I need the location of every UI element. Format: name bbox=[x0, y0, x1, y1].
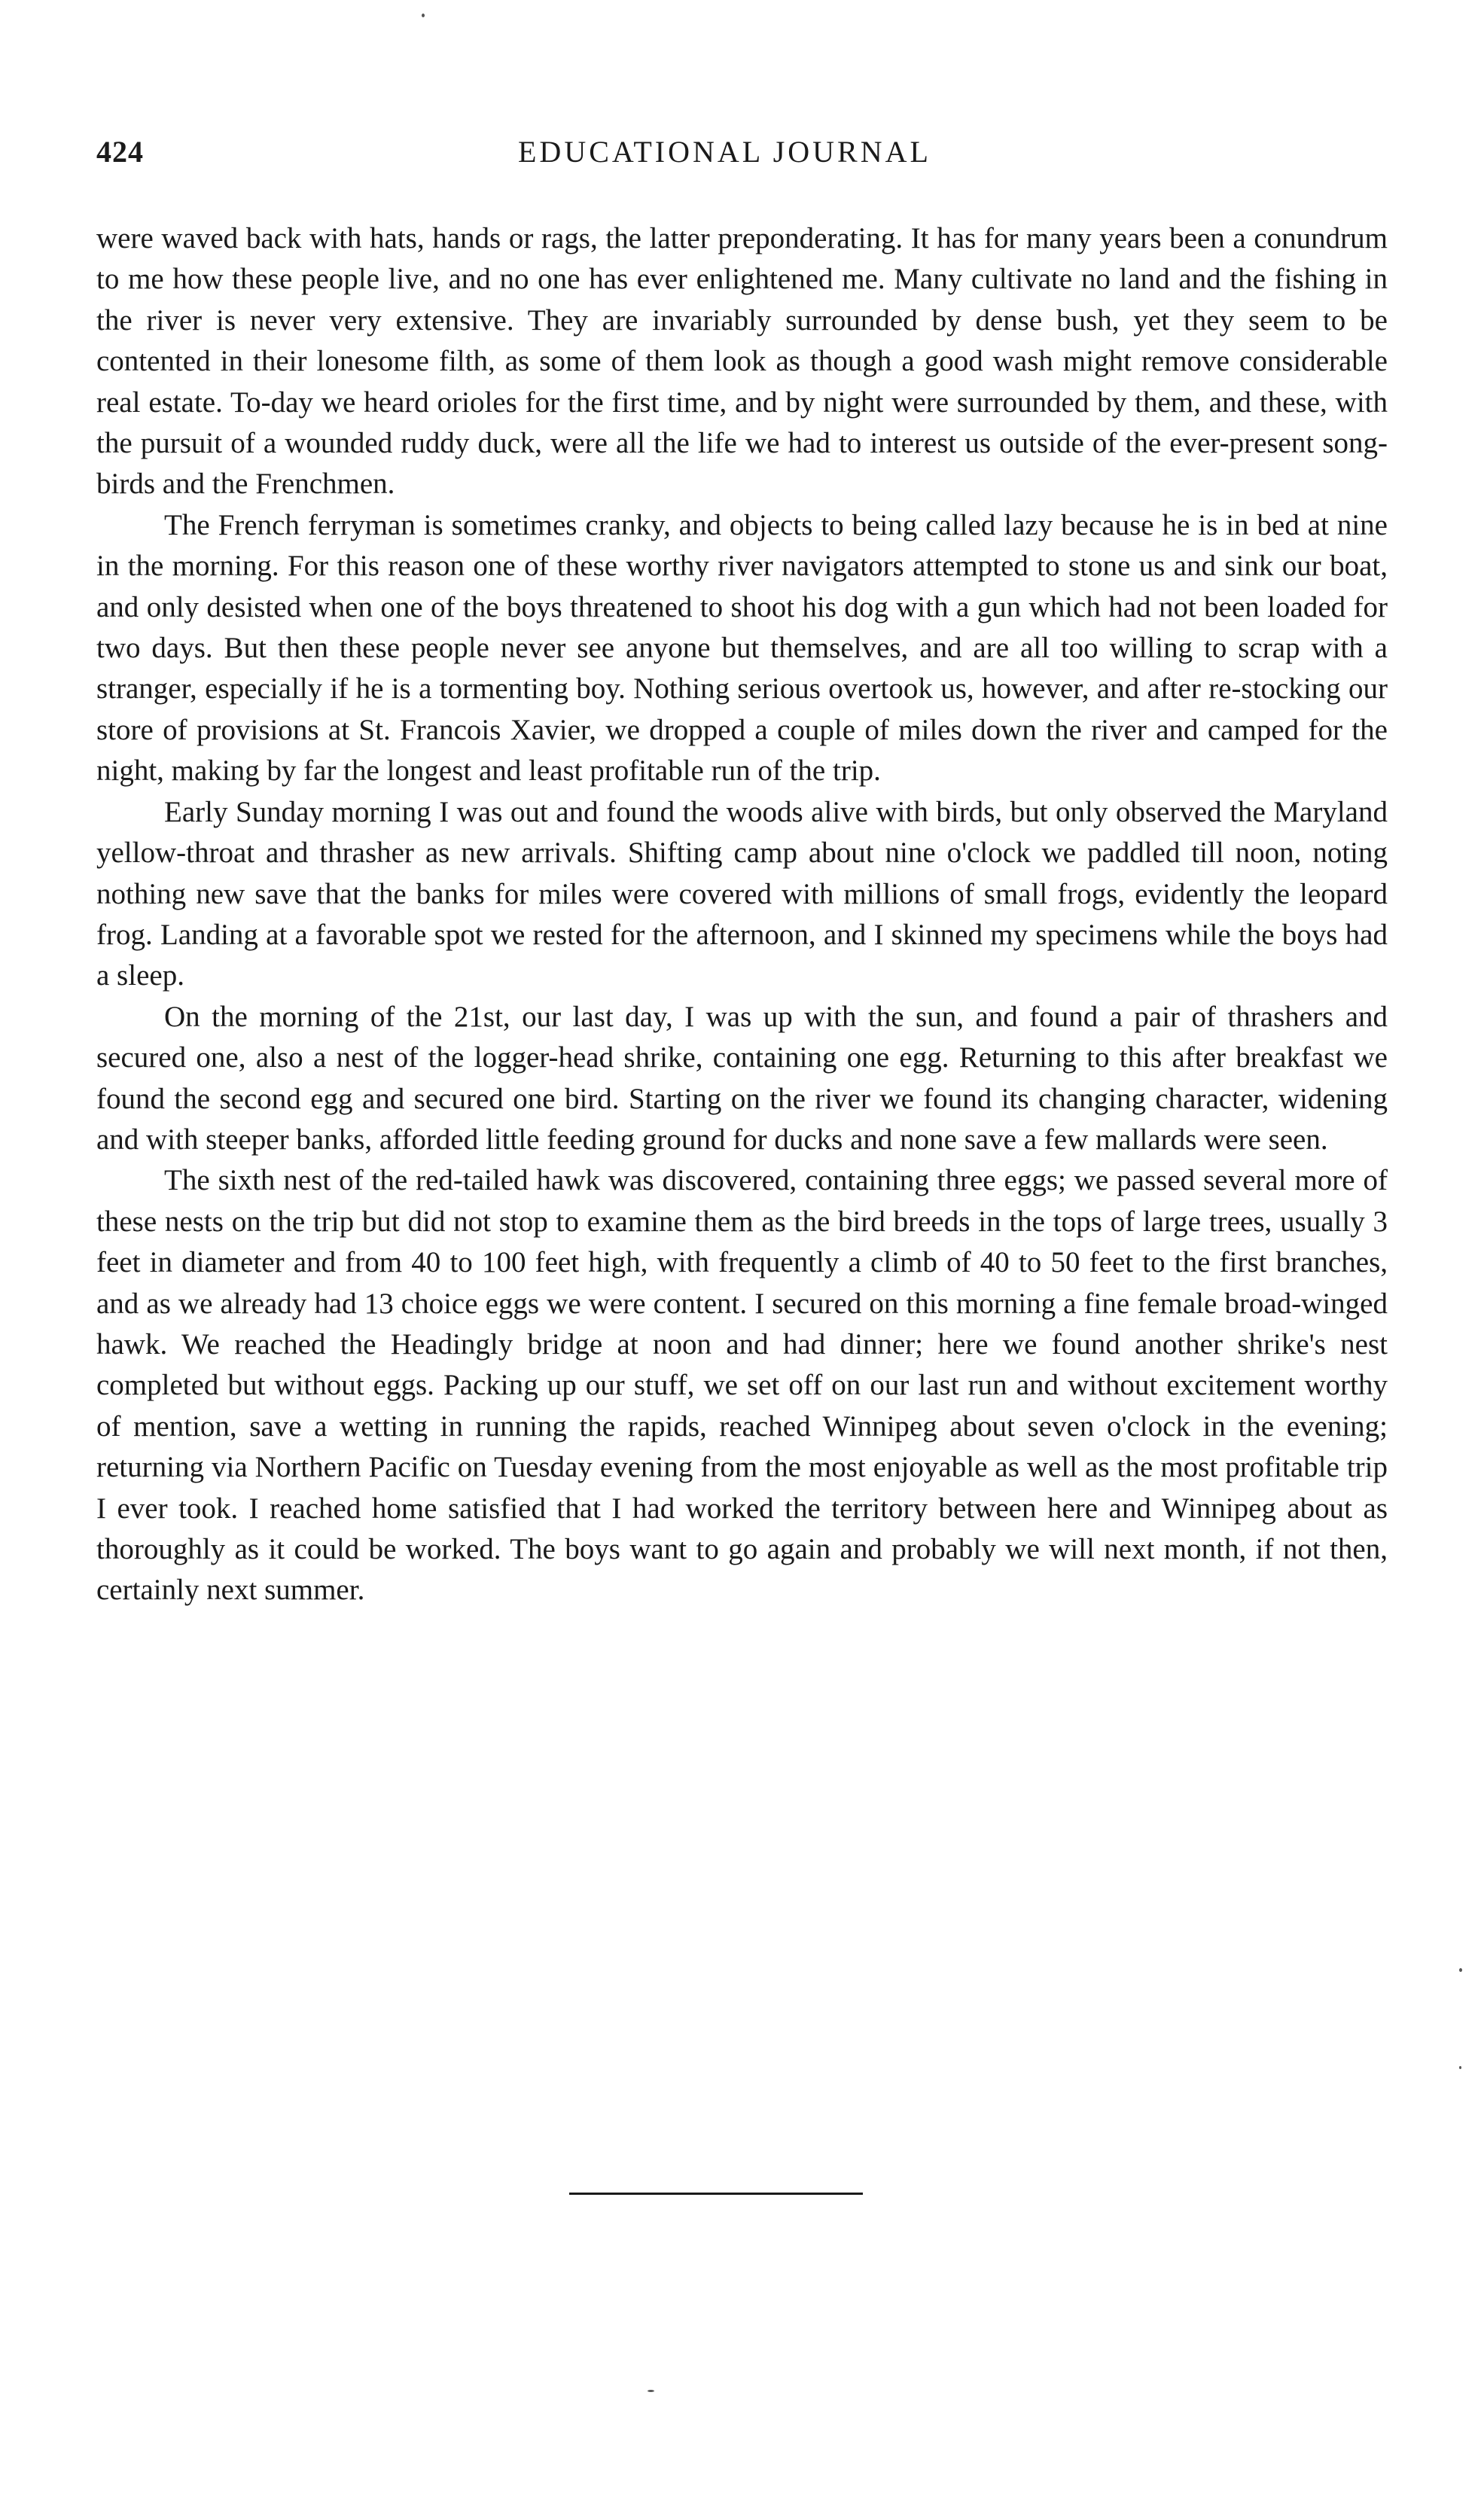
page-header bbox=[96, 134, 1388, 179]
paragraph: Early Sunday morning I was out and found the woods alive with birds, but only observed the Maryland yellow-throat and thrasher as new arrivals. Shifting camp about nine o'clock we paddled till noon, noting nothing new save that the banks for miles were covered with millions of small frogs, evidently the leopard frog. Landing at a favorable spot we rested for the afternoon, and I skinned my specimens while the boys had a sleep. bbox=[96, 795, 1388, 992]
print-speck bbox=[422, 14, 425, 17]
paragraph: were waved back with hats, hands or rags, the latter preponderating. It has for many years been a conundrum to me how these people live, and no one has ever enlightened me. Many cultivate no land and the fishing in the river is never very extensive. They are invariably surrounded by dense bush, yet they seem to be contented in their lonesome filth, as some of them look as though a good wash might remove considerable real estate. To-day we heard orioles for the first time, and by night were surrounded by them, and these, with the pursuit of a wounded ruddy duck, were all the life we had to interest us outside of the ever-present song-birds and the Frenchmen. bbox=[96, 222, 1388, 501]
paragraph: The sixth nest of the red-tailed hawk was discovered, containing three eggs; we passed several more of these nests on the trip but did not stop to examine them as the bird breeds in the tops of large trees, usually 3 feet in diameter and from 40 to 100 feet high, with frequently a climb of 40 to 50 feet to the first branches, and as we already had 13 choice eggs we were content. I secured on this morning a fine female broad-winged hawk. We reached the Headingly bridge at noon and had dinner; here we found another shrike's nest completed but without eggs. Packing up our stuff, we set off on our last run and without excitement worthy of mention, save a wetting in running the rapids, reached Winnipeg about seven o'clock in the evening; returning via Northern Pacific on Tuesday evening from the most enjoyable as well as the most profitable trip I ever took. I reached home satisfied that I had worked the territory between here and Winnipeg about as thoroughly as it could be worked. The boys want to go again and probably we will next month, if not then, certainly next summer. bbox=[96, 1164, 1388, 1607]
print-speck bbox=[1459, 1968, 1462, 1972]
page-number: 424 bbox=[96, 135, 144, 169]
print-speck bbox=[1459, 2066, 1461, 2069]
running-title: EDUCATIONAL JOURNAL bbox=[518, 135, 931, 169]
paragraph: On the morning of the 21st, our last day, I was up with the sun, and found a pair of thrashers and secured one, also a nest of the logger-head shrike, containing one egg. Returning to this after breakfast we found the second egg and secured one bird. Starting on the river we found its changing character, widening and with steeper banks, afforded little feeding ground for ducks and none save a few mallards were seen. bbox=[96, 1000, 1388, 1156]
section-end-rule bbox=[569, 2193, 863, 2195]
print-speck bbox=[648, 2390, 654, 2392]
paragraph: The French ferryman is sometimes cranky, and objects to being called lazy because he is in bed at nine in the morning. For this reason one of these worthy river navigators attempted to stone us and sink our boat, and only desisted when one of the boys threatened to shoot his dog with a gun which had not been loaded for two days. But then these people never see anyone but themselves, and are all too willing to scrap with a stranger, especially if he is a tormenting boy. Nothing serious overtook us, however, and after re-stocking our store of provisions at St. Francois Xavier, we dropped a couple of miles down the river and camped for the night, making by far the longest and least profitable run of the trip. bbox=[96, 508, 1388, 788]
article-body bbox=[96, 218, 1388, 1611]
